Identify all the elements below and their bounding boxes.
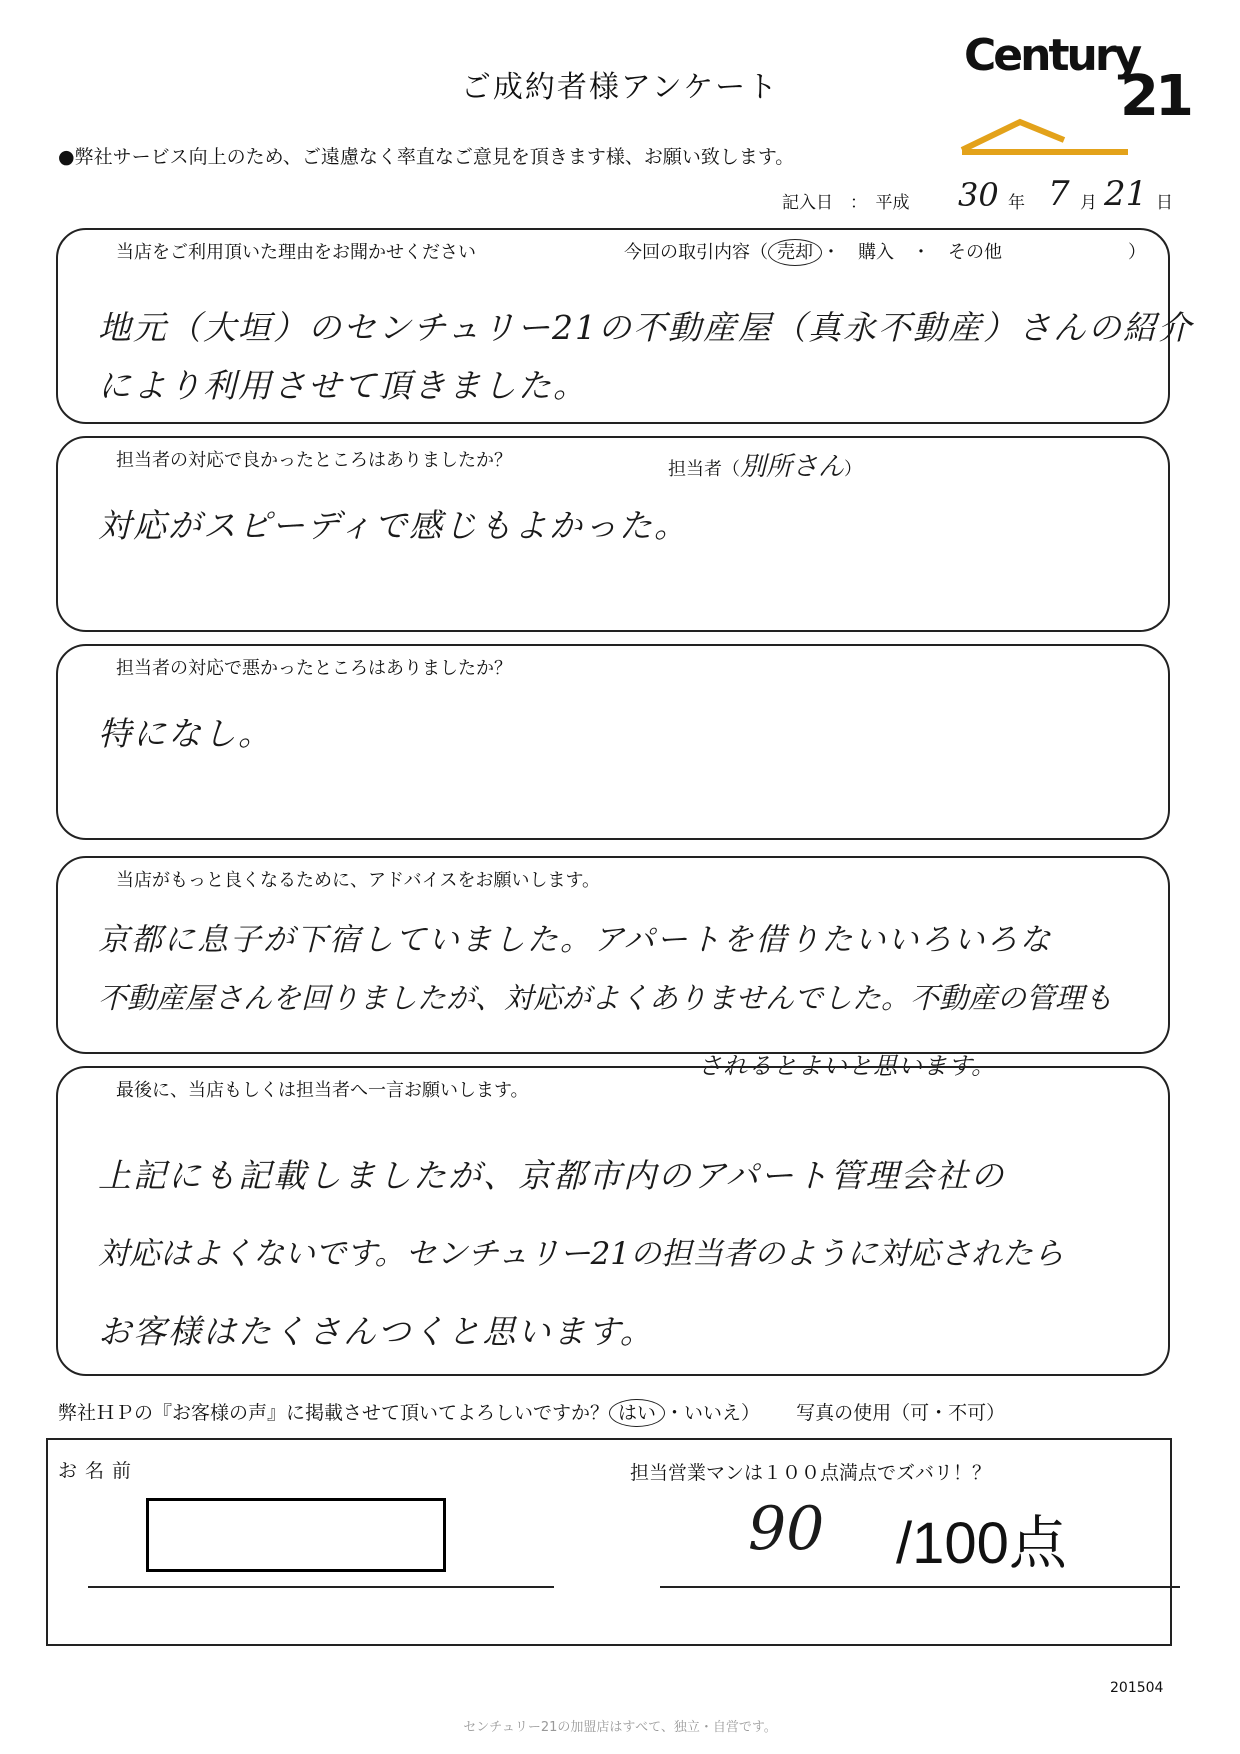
- score-value: 90: [748, 1494, 825, 1564]
- intro-text: ●弊社サービス向上のため、ご遠慮なく率直なご意見を頂きます様、お願い致します。: [58, 146, 795, 168]
- staff-label: 担当者（別所さん）: [668, 452, 863, 482]
- publish-no: ・いいえ）: [665, 1402, 761, 1424]
- name-label: お名前: [58, 1460, 140, 1482]
- answer-line: されるとよいと思います。: [698, 1052, 997, 1080]
- name-underline: [88, 1586, 554, 1588]
- answer-line: 対応がスピーディで感じもよかった。: [98, 506, 690, 545]
- answer-line: 京都に息子が下宿していました。アパートを借りたいいろいろな: [98, 922, 1053, 958]
- question-bad-box: [56, 644, 1170, 840]
- score-max: /100点: [896, 1511, 1067, 1576]
- question-good-label: 担当者の対応で良かったところはありましたか？: [116, 450, 512, 471]
- question-advice-label: 当店がもっと良くなるために、アドバイスをお願いします。: [116, 870, 601, 891]
- franchise-footnote: センチュリー21の加盟店はすべて、独立・自営です。: [463, 1720, 777, 1735]
- question-reason-box: [56, 228, 1194, 424]
- date-month: 7: [1048, 174, 1070, 214]
- score-label: 担当営業マンは１００点満点でズバリ！？: [630, 1462, 992, 1484]
- logo-text: Century: [964, 30, 1140, 81]
- date-year: 30: [958, 176, 999, 214]
- question-comment-label: 最後に、当店もしくは担当者へ一言お願いします。: [116, 1080, 529, 1101]
- publish-question: 弊社ＨＰの『お客様の声』に掲載させて頂いてよろしいですか？: [58, 1402, 610, 1424]
- date-day: 21: [1104, 174, 1148, 214]
- question-comment-box: [56, 1066, 1170, 1376]
- answer-line: 地元（大垣）のセンチュリー21の不動産屋（真永不動産）さんの紹介: [98, 308, 1194, 347]
- form-code: 201504: [1110, 1680, 1164, 1696]
- question-reason-label: 当店をご利用頂いた理由をお聞かせください: [116, 242, 476, 263]
- century21-logo: [960, 30, 1190, 130]
- entry-date: [780, 174, 1180, 224]
- date-day-unit: 日: [1156, 193, 1173, 213]
- photo-permission: 写真の使用（可・不可）: [796, 1402, 1006, 1424]
- publish-permission: [58, 1398, 1005, 1425]
- answer-line: により利用させて頂きました。: [98, 366, 588, 405]
- question-advice-box: [56, 856, 1170, 1080]
- redacted-name: [146, 1498, 446, 1572]
- staff-name: 別所さん: [740, 452, 845, 482]
- answer-line: お客様はたくさんつくと思います。: [98, 1312, 655, 1351]
- date-year-unit: 年: [1008, 193, 1025, 213]
- logo-number: 21: [1120, 64, 1190, 129]
- question-good-box: [56, 436, 1170, 632]
- date-label: 記入日 ： 平成: [782, 193, 910, 213]
- answer-line: 上記にも記載しましたが、京都市内のアパート管理会社の: [98, 1156, 1006, 1195]
- deal-type-label: 今回の取引内容（ 売却 ・ 購入 ・ その他: [624, 238, 1002, 264]
- answer-line: 対応はよくないです。センチュリー21の担当者のように対応されたら: [98, 1236, 1065, 1272]
- page-title: ご成約者様アンケート: [460, 70, 780, 105]
- house-roof-icon: [960, 88, 1130, 158]
- answer-line: 特になし。: [98, 714, 273, 753]
- answer-line: 不動産屋さんを回りましたが、対応がよくありませんでした。不動産の管理も: [98, 981, 1114, 1015]
- date-month-unit: 月: [1080, 193, 1097, 213]
- publish-yes-selected: はい: [609, 1399, 665, 1427]
- score-underline: [660, 1586, 1180, 1588]
- deal-type-selected: 売却: [768, 239, 822, 266]
- deal-type-close: ）: [1128, 242, 1146, 263]
- question-bad-label: 担当者の対応で悪かったところはありましたか？: [116, 658, 512, 679]
